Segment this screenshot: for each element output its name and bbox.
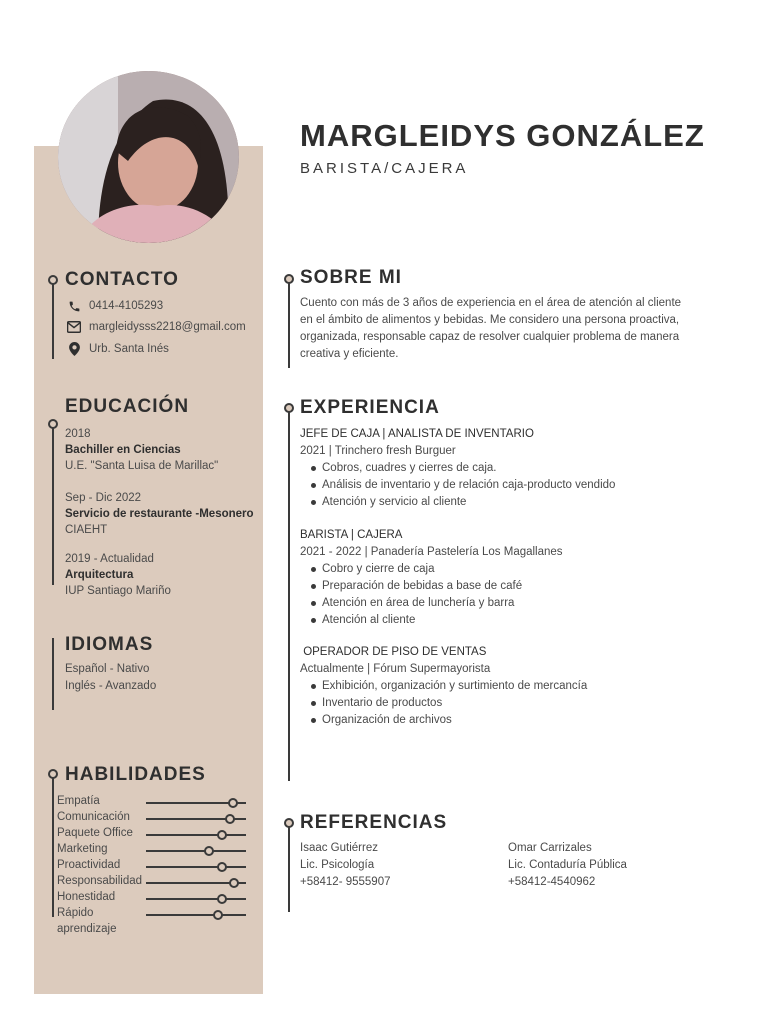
- skill-label: Responsabilidad: [57, 875, 143, 887]
- about-line: Cuento con más de 3 años de experiencia en el área de atención al cliente: [300, 297, 682, 309]
- education-school: U.E. "Santa Luisa de Marillac": [65, 460, 219, 472]
- skill-level-track: [146, 834, 246, 836]
- contact-title: CONTACTO: [65, 269, 179, 290]
- candidate-role: BARISTA/CAJERA: [300, 160, 469, 177]
- education-date: Sep - Dic 2022: [65, 492, 142, 504]
- job-task: Exhibición, organización y surtimiento de mercancía: [322, 678, 587, 695]
- language-item: Español - Nativo: [65, 663, 150, 675]
- languages-title: IDIOMAS: [65, 634, 154, 655]
- job-meta: 2021 | Trinchero fresh Burguer: [300, 445, 456, 457]
- skill-level-track: [146, 898, 246, 900]
- job-entry: [300, 426, 615, 511]
- skills-title: HABILIDADES: [65, 764, 206, 785]
- section-line: [288, 282, 290, 368]
- education-date: 2018: [65, 428, 91, 440]
- about-line: creativa y eficiente.: [300, 348, 399, 360]
- section-line: [52, 283, 54, 359]
- phone-text[interactable]: 0414-4105293: [89, 300, 164, 312]
- job-task: Atención al cliente: [322, 612, 563, 629]
- education-date: 2019 - Actualidad: [65, 553, 154, 565]
- phone-icon: [67, 299, 81, 313]
- skill-label: Honestidad: [57, 891, 116, 903]
- experience-title: EXPERIENCIA: [300, 397, 440, 418]
- contact-address: [67, 342, 169, 356]
- section-line: [52, 638, 54, 710]
- skill-level-knob: [228, 798, 238, 808]
- about-text: [300, 295, 700, 363]
- job-role: OPERADOR DE PISO DE VENTAS: [300, 646, 487, 658]
- reference-card: [508, 840, 627, 891]
- contact-phone: [67, 299, 163, 313]
- job-task: Análisis de inventario y de relación caja-producto vendido: [322, 477, 615, 494]
- contact-email: [67, 320, 246, 334]
- education-school: CIAEHT: [65, 524, 108, 536]
- email-text[interactable]: margleidysss2218@gmail.com: [89, 321, 246, 333]
- skill-label-continuation: aprendizaje: [57, 923, 117, 935]
- skill-level-knob: [217, 830, 227, 840]
- reference-title: Lic. Contaduría Pública: [508, 859, 627, 871]
- skill-level-knob: [213, 910, 223, 920]
- education-item: [65, 551, 171, 599]
- skill-label: Paquete Office: [57, 827, 133, 839]
- skill-level-knob: [229, 878, 239, 888]
- job-task: Cobro y cierre de caja: [322, 561, 563, 578]
- address-text: Urb. Santa Inés: [89, 343, 169, 355]
- education-degree: Bachiller en Ciencias: [65, 444, 181, 456]
- job-role: BARISTA | CAJERA: [300, 529, 403, 541]
- reference-card: [300, 840, 391, 891]
- reference-phone[interactable]: +58412- 9555907: [300, 876, 391, 888]
- reference-name: Omar Carrizales: [508, 842, 592, 854]
- profile-photo: [58, 71, 239, 243]
- reference-title: Lic. Psicología: [300, 859, 375, 871]
- skill-level-track: [146, 866, 246, 868]
- job-task: Organización de archivos: [322, 712, 587, 729]
- section-line: [52, 777, 54, 917]
- section-line: [288, 826, 290, 912]
- education-degree: Arquitectura: [65, 569, 134, 581]
- job-role: JEFE DE CAJA | ANALISTA DE INVENTARIO: [300, 428, 534, 440]
- candidate-name: MARGLEIDYS GONZÁLEZ: [300, 118, 705, 153]
- about-title: SOBRE MI: [300, 267, 402, 288]
- education-item: [65, 490, 254, 538]
- job-entry: [300, 527, 563, 629]
- skill-level-track: [146, 914, 246, 916]
- education-school: IUP Santiago Mariño: [65, 585, 171, 597]
- job-task: Atención y servicio al cliente: [322, 494, 615, 511]
- job-meta: Actualmente | Fórum Supermayorista: [300, 663, 491, 675]
- education-item: [65, 426, 218, 474]
- section-line: [288, 411, 290, 781]
- about-line: en el ámbito de alimentos y bebidas. Me considero una persona proactiva,: [300, 314, 680, 326]
- skill-level-knob: [204, 846, 214, 856]
- job-task: Preparación de bebidas a base de café: [322, 578, 563, 595]
- reference-phone[interactable]: +58412-4540962: [508, 876, 596, 888]
- job-task: Inventario de productos: [322, 695, 587, 712]
- skill-label: Comunicación: [57, 811, 130, 823]
- education-title: EDUCACIÓN: [65, 396, 190, 417]
- references-title: REFERENCIAS: [300, 812, 448, 833]
- job-entry: [300, 644, 587, 729]
- skill-level-knob: [225, 814, 235, 824]
- skill-label: Proactividad: [57, 859, 121, 871]
- job-meta: 2021 - 2022 | Panadería Pastelería Los Magallanes: [300, 546, 563, 558]
- language-item: Inglés - Avanzado: [65, 680, 157, 692]
- job-task: Cobros, cuadres y cierres de caja.: [322, 460, 615, 477]
- skill-label: Rápido: [57, 907, 94, 919]
- reference-name: Isaac Gutiérrez: [300, 842, 378, 854]
- skill-level-knob: [217, 862, 227, 872]
- skill-level-knob: [217, 894, 227, 904]
- skill-label: Empatía: [57, 795, 100, 807]
- job-task: Atención en área de lunchería y barra: [322, 595, 563, 612]
- skill-label: Marketing: [57, 843, 108, 855]
- skill-level-track: [146, 850, 246, 852]
- about-line: organizada, responsable capaz de resolver cualquier problema de manera: [300, 331, 680, 343]
- mail-icon: [67, 320, 81, 334]
- skills-list: [57, 795, 257, 945]
- education-degree: Servicio de restaurante -Mesonero: [65, 508, 254, 520]
- section-line: [52, 427, 54, 585]
- location-pin-icon: [67, 342, 81, 356]
